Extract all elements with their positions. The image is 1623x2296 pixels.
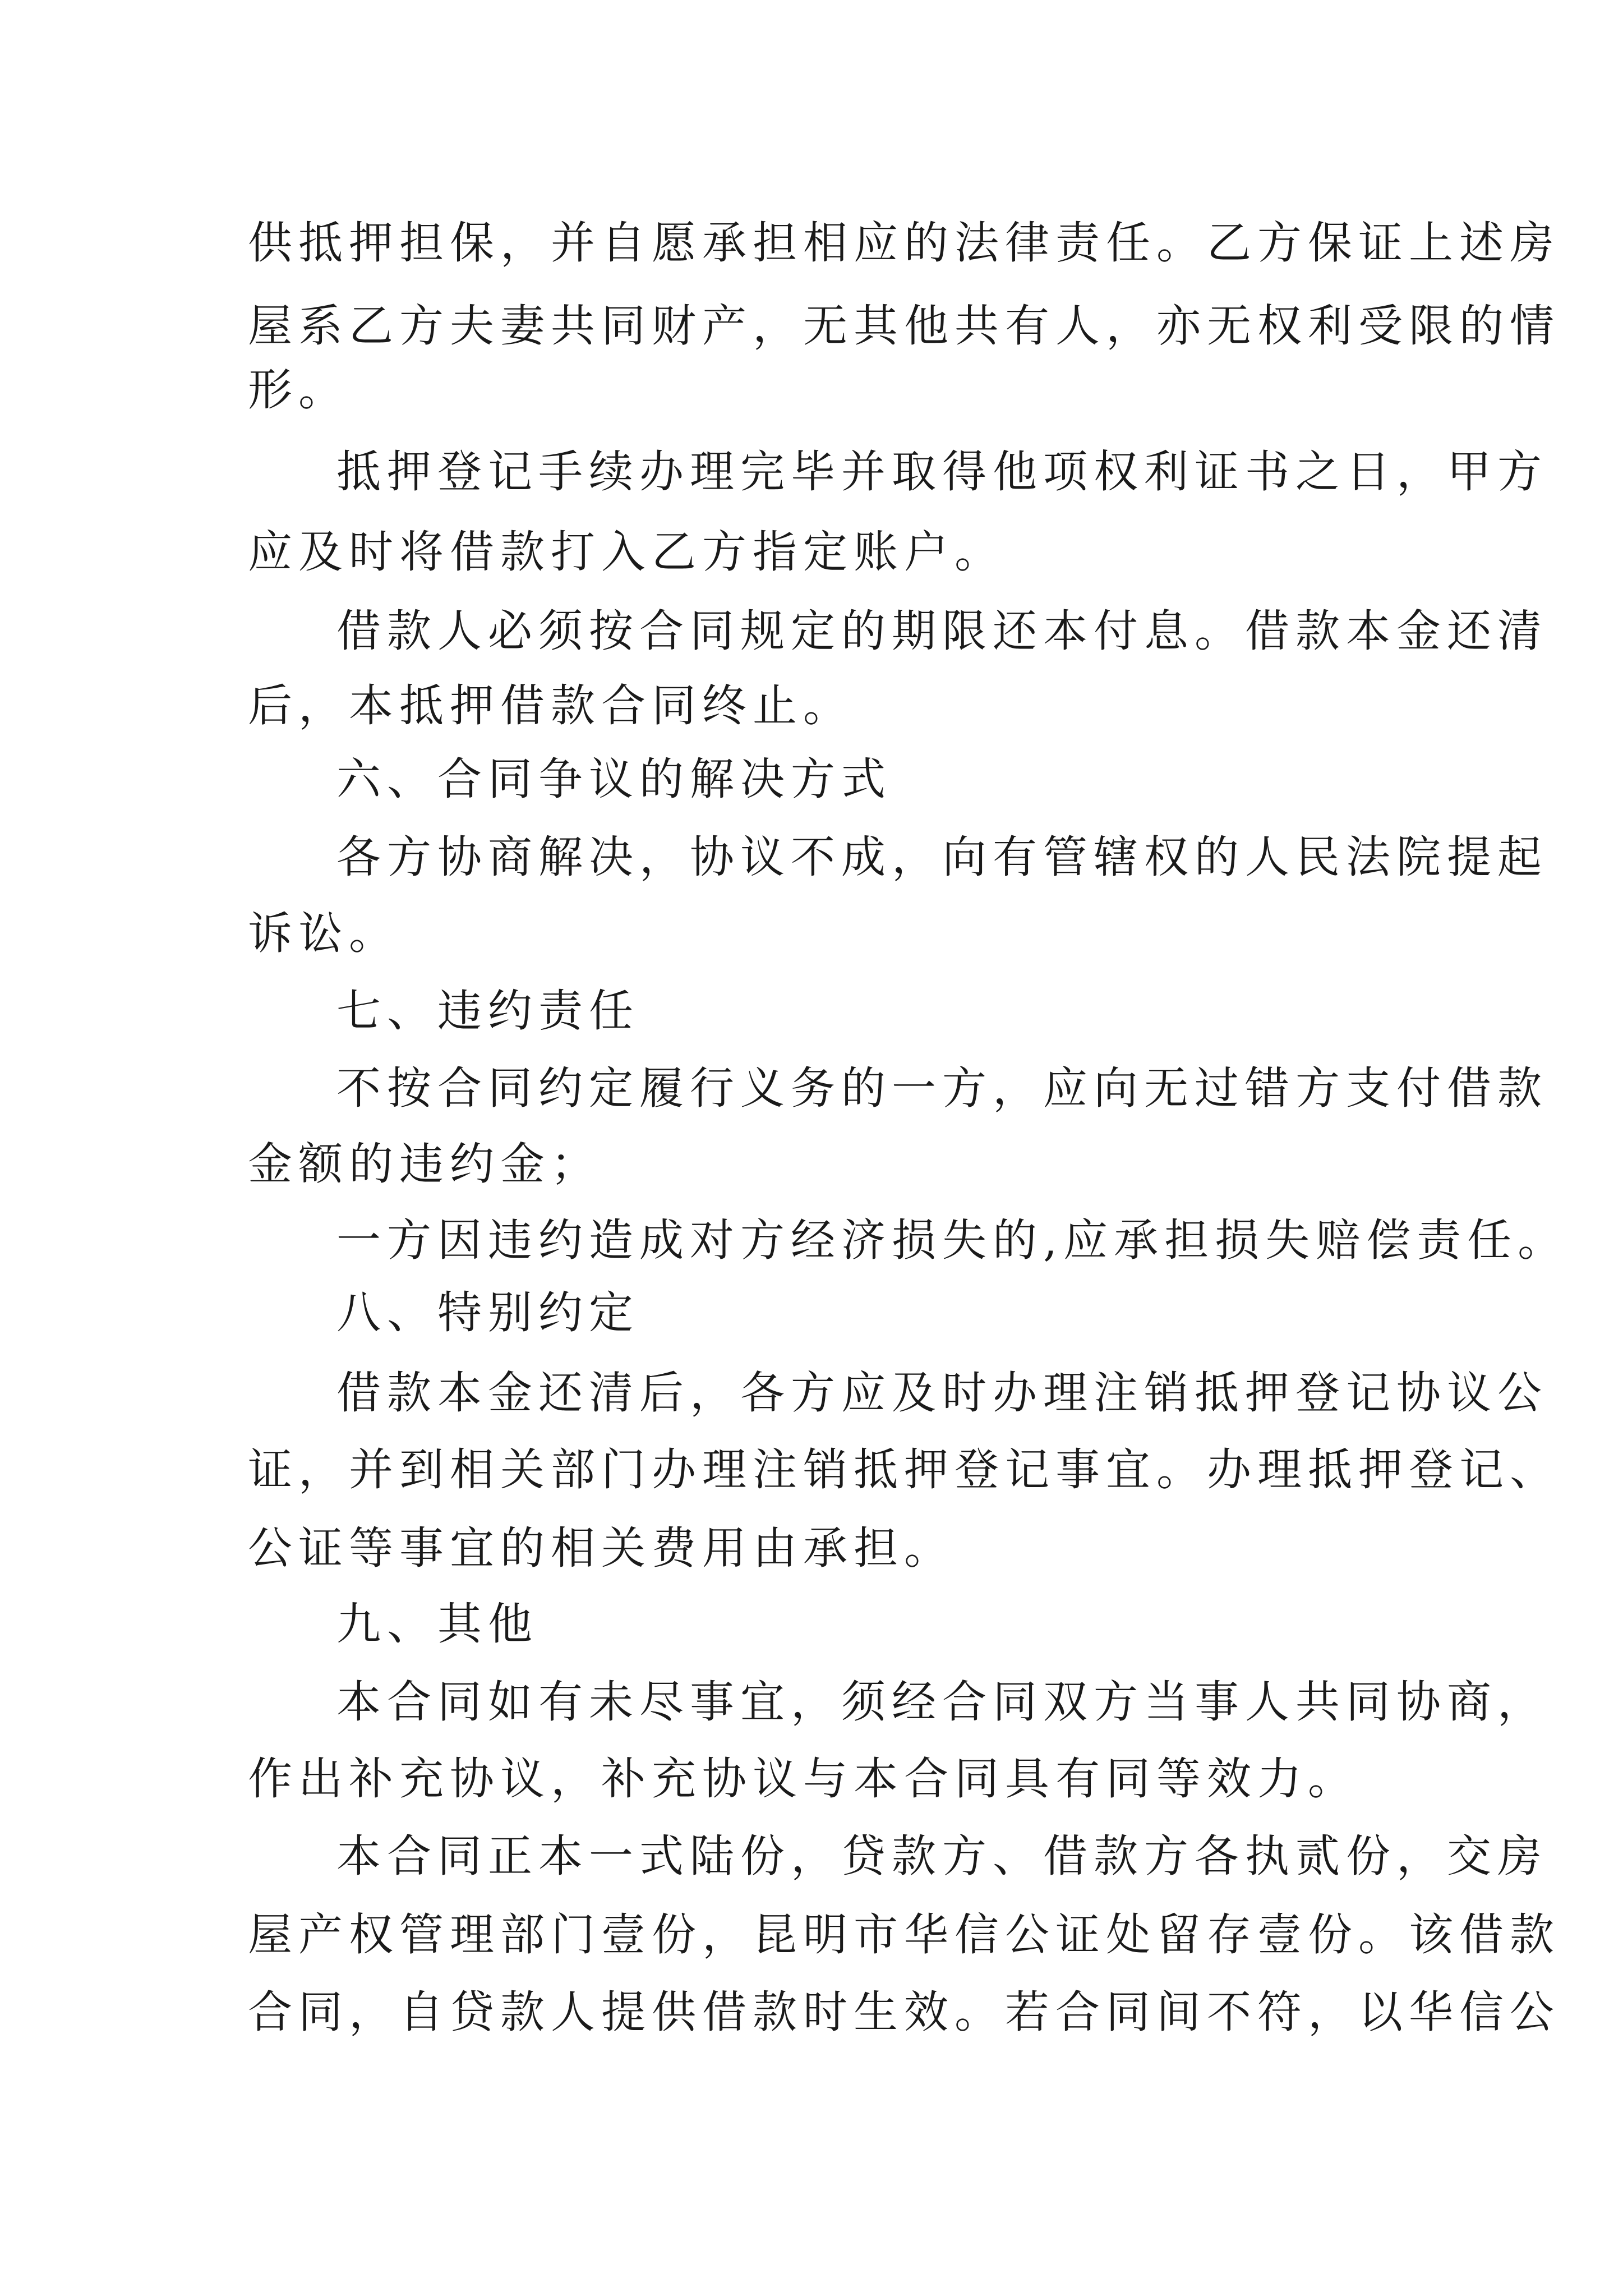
paragraph-line: 作出补充协议，补充协议与本合同具有同等效力。: [248, 1753, 1358, 1805]
paragraph-line: 借款本金还清后，各方应及时办理注销抵押登记协议公: [336, 1367, 1548, 1419]
paragraph-line: 合同，自贷款人提供借款时生效。若合同间不符，以华信公: [248, 1986, 1560, 2038]
paragraph-line: 屋系乙方夫妻共同财产，无其他共有人，亦无权利受限的情: [248, 300, 1560, 352]
paragraph-line: 金额的违约金；: [248, 1138, 601, 1190]
paragraph-line: 证，并到相关部门办理注销抵押登记事宜。办理抵押登记、: [248, 1444, 1560, 1496]
paragraph-line: 本合同正本一式陆份，贷款方、借款方各执贰份，交房: [336, 1830, 1548, 1882]
paragraph-line: 不按合同约定履行义务的一方，应向无过错方支付借款: [336, 1062, 1548, 1114]
paragraph-line: 形。: [248, 364, 349, 416]
paragraph-line: 借款人必须按合同规定的期限还本付息。借款本金还清: [336, 605, 1548, 657]
paragraph-line: 屋产权管理部门壹份，昆明市华信公证处留存壹份。该借款: [248, 1909, 1560, 1961]
section-heading: 七、违约责任: [336, 985, 639, 1037]
paragraph-line: 供抵押担保，并自愿承担相应的法律责任。乙方保证上述房: [248, 217, 1560, 269]
paragraph-line: 公证等事宜的相关费用由承担。: [248, 1522, 955, 1574]
paragraph-line: 一方因违约造成对方经济损失的,应承担损失赔偿责任。: [336, 1214, 1569, 1266]
section-heading: 九、其他: [336, 1598, 538, 1650]
section-heading: 八、特别约定: [336, 1287, 639, 1338]
paragraph-line: 诉讼。: [248, 908, 399, 959]
paragraph-line: 抵押登记手续办理完毕并取得他项权利证书之日，甲方: [336, 446, 1548, 498]
section-heading: 六、合同争议的解决方式: [336, 753, 892, 805]
paragraph-line: 本合同如有未尽事宜，须经合同双方当事人共同协商，: [336, 1676, 1548, 1728]
paragraph-line: 应及时将借款打入乙方指定账户。: [248, 526, 1005, 578]
paragraph-line: 后，本抵押借款合同终止。: [248, 680, 854, 731]
paragraph-line: 各方协商解决，协议不成，向有管辖权的人民法院提起: [336, 831, 1548, 883]
